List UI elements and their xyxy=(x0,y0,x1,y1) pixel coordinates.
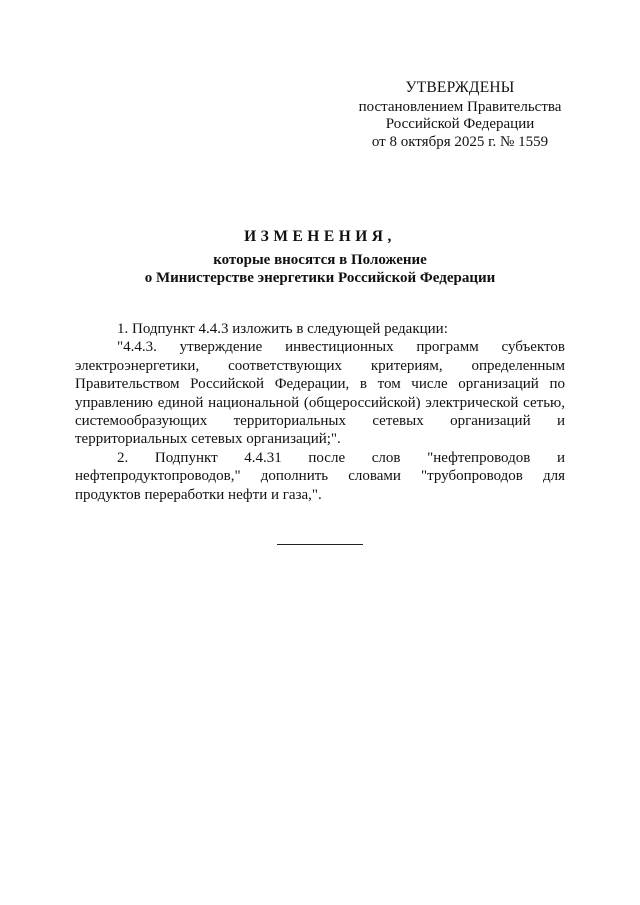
end-separator-line xyxy=(277,544,363,545)
document-title: ИЗМЕНЕНИЯ, xyxy=(244,228,396,245)
approval-stamp xyxy=(330,79,590,151)
approval-line-decree: постановлением Правительства xyxy=(358,98,562,115)
paragraph-1: 1. Подпункт 4.4.3 изложить в следующей редакции: xyxy=(117,321,448,337)
document-body xyxy=(75,320,565,504)
paragraph-2: "4.4.3. утверждение инвестиционных программ субъектов электроэнергетики, соответствующих критериям, определенным Правительством Российской Федерации, в том числе организаций по управлению единой национальной (общероссийской) электрической сетью, системообразующих территориальных сетевых организаций и территориальных сетевых организаций;". xyxy=(75,339,565,448)
document-subtitle xyxy=(0,251,640,287)
subtitle-line-1: которые вносятся в Положение xyxy=(213,252,427,268)
approval-heading: УТВЕРЖДЕНЫ xyxy=(405,79,515,96)
approval-line-federation: Российской Федерации xyxy=(385,116,535,132)
subtitle-line-2: о Министерстве энергетики Российской Федерации xyxy=(144,270,496,286)
paragraph-3: 2. Подпункт 4.4.31 после слов "нефтепроводов и нефтепродуктопроводов," дополнить словами "трубопроводов для продуктов переработки нефти и газа,". xyxy=(75,449,565,503)
approval-line-date: от 8 октября 2025 г. № 1559 xyxy=(371,133,549,150)
